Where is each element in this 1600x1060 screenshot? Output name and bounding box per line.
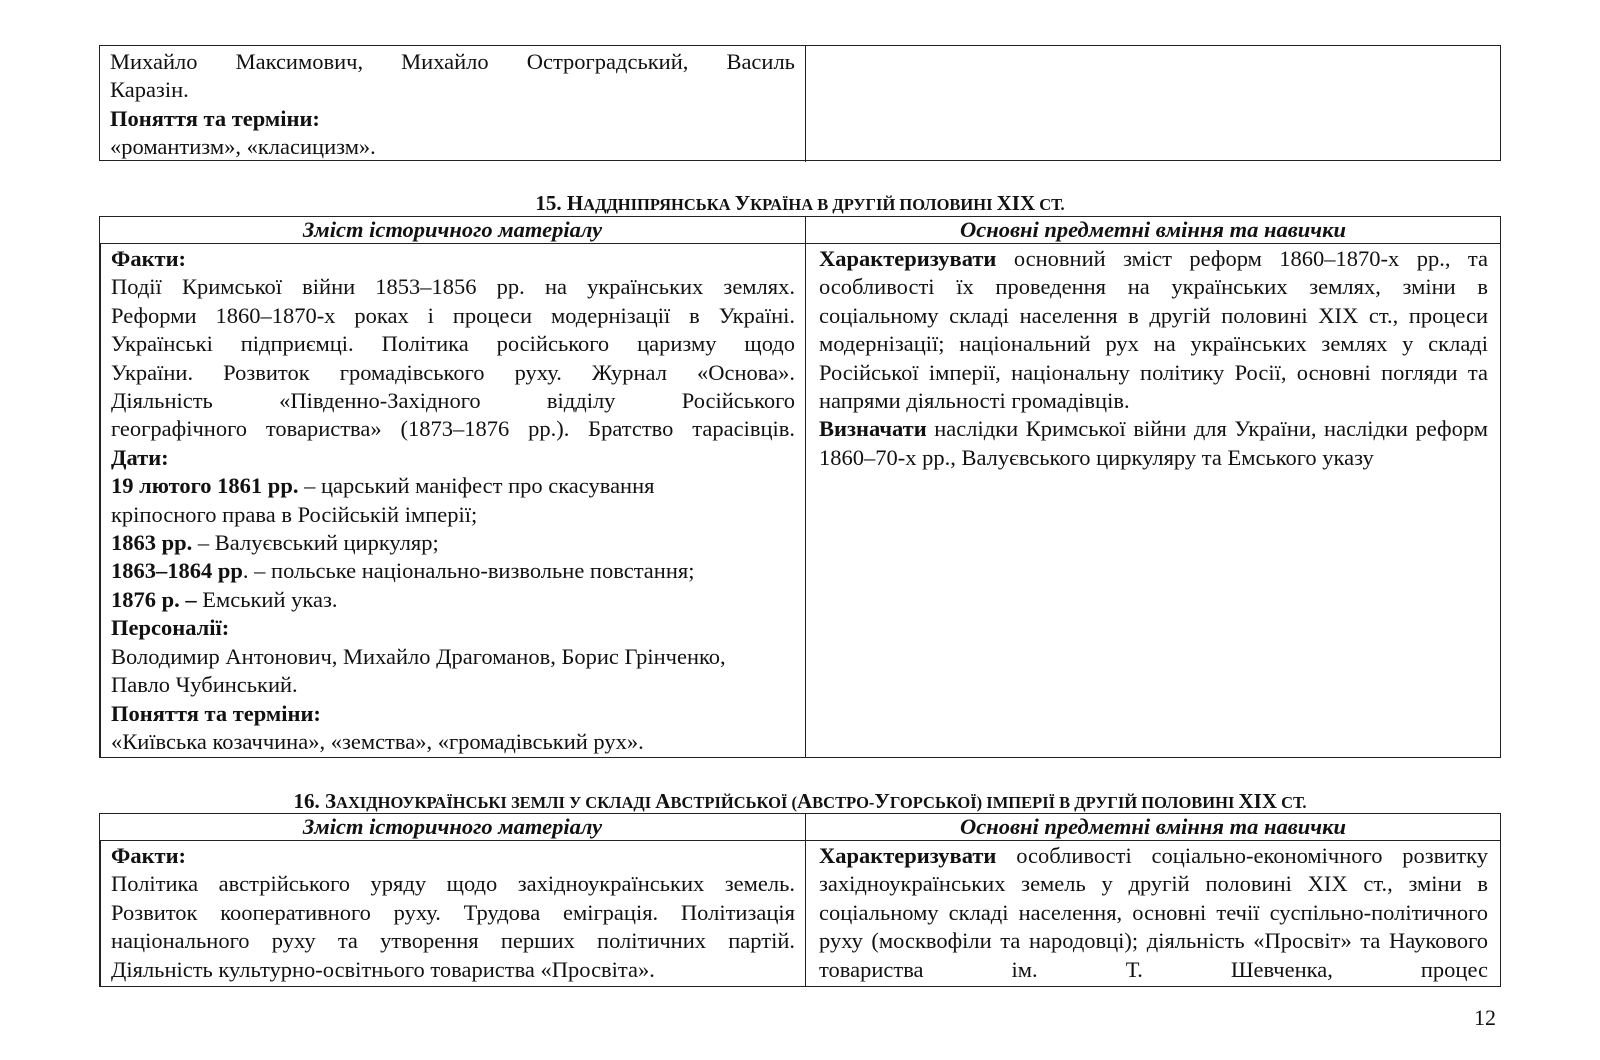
- title-rest: АХІДНОУКРАЇНСЬКІ ЗЕМЛІ У СКЛАДІ: [336, 793, 656, 812]
- person-word: Максимович,: [235, 49, 364, 74]
- skill-verb: Визначати: [819, 416, 927, 442]
- title-cap: Н: [566, 191, 584, 215]
- persons-line: Володимир Антонович, Михайло Драгоманов, Борис Грінченко,: [111, 643, 726, 669]
- date-item: [111, 557, 795, 585]
- section16-skills-cell: [805, 841, 1500, 986]
- person-word: Василь: [726, 49, 795, 74]
- terms-label: Поняття та терміни:: [110, 105, 320, 131]
- col-header-skills: Основні предметні вміння та навички: [805, 814, 1500, 841]
- terms-text: «Київська козаччина», «земства», «громадівський рух».: [111, 728, 644, 754]
- facts-line: Розвиток кооперативного руху. Трудова еміграція. Політизація: [111, 899, 795, 925]
- facts-line: географічного товариства» (1873–1876 рр.). Братство тарасівців.: [111, 416, 795, 442]
- skill-text: наслідки Кримської війни для України, наслідки реформ 1860–70-х рр., Валуєвського циркуляру та Емського указу: [819, 416, 1488, 470]
- title-rest: АДДНІПРЯНСЬКА: [583, 195, 735, 214]
- title-cap: У: [734, 191, 751, 215]
- date-value: 1876 р. –: [111, 586, 197, 612]
- skill-item: [819, 245, 1488, 415]
- facts-line: Реформи 1860–1870-х роках і процеси модернізації в Україні.: [111, 302, 795, 328]
- section16-content-cell: [100, 841, 805, 986]
- facts-line: національного руху та утворення перших політичних партій.: [111, 928, 795, 954]
- section15-content-cell: [100, 244, 805, 757]
- title-cap: XIX: [1238, 789, 1278, 813]
- date-text: – Валуєвський циркуляр;: [192, 530, 439, 556]
- date-item: [111, 472, 795, 500]
- section-number: 15.: [535, 191, 562, 215]
- title-cap: XIX: [996, 191, 1036, 215]
- skill-text: основний зміст реформ 1860–1870-х рр., та особливості їх проведення на українських землях, зміни в соціальному складі населення в другій половині XIX ст., процеси модернізації; національний рух на українських землях у складі Російської імперії, національну політику Росії, основні погляди та напрями діяльності громадівців.: [819, 246, 1488, 414]
- terms-text: «романтизм», «класицизм».: [110, 134, 376, 160]
- title-rest: ГОРСЬКОЇ) ІМПЕРІЇ В ДРУГІЙ ПОЛОВИНІ: [889, 793, 1239, 812]
- facts-line: Українські підприємці. Політика російського царизму щодо: [111, 331, 795, 357]
- date-text: – царський маніфест про скасування: [298, 473, 655, 499]
- date-item: [111, 501, 795, 529]
- date-text: . – польське національно-визвольне повстання;: [242, 558, 695, 584]
- date-value: 1863 рр.: [111, 530, 193, 556]
- title-rest: СТ.: [1035, 195, 1065, 214]
- persons-line-1: [110, 48, 795, 76]
- persons-line: Павло Чубинський.: [111, 672, 298, 698]
- col-header-skills: Основні предметні вміння та навички: [805, 217, 1500, 244]
- terms-label: Поняття та терміни:: [111, 700, 321, 726]
- persons-line-2: Каразін.: [110, 77, 189, 103]
- title-rest: ВСТРІЙСЬКОЇ (: [670, 793, 797, 812]
- persons-label: Персоналії:: [111, 615, 230, 641]
- person-word: Остроградський,: [526, 49, 689, 74]
- facts-line: Політика австрійського уряду щодо західноукраїнських земель.: [111, 871, 795, 897]
- title-cap: У: [874, 789, 890, 813]
- skill-verb: Характеризувати: [819, 843, 997, 868]
- title-rest: КРАЇНА В ДРУГІЙ ПОЛОВИНІ: [750, 195, 997, 214]
- title-rest: СТ.: [1277, 793, 1307, 812]
- title-cap: З: [324, 789, 337, 813]
- col-header-content: Зміст історичного матеріалу: [100, 217, 805, 244]
- facts-line: Діяльність «Південно-Західного відділу Російського: [111, 388, 795, 414]
- col-header-content: Зміст історичного матеріалу: [100, 814, 805, 841]
- section14-right-cell: [805, 46, 1500, 162]
- section14-tail-table: [99, 45, 1501, 161]
- skill-text: особливості соціально-економічного розвитку західноукраїнських земель у другій половині XIX ст., зміни в соціальному складі населення, основні течії суспільно-політичного руху (москвофіли та народовці); діяльність «Просвіт» та Наукового товариства ім. Т. Шевченка, процес: [819, 843, 1488, 982]
- facts-line: Події Кримської війни 1853–1856 рр. на українських землях.: [111, 274, 795, 300]
- date-text: Емський указ.: [196, 586, 338, 612]
- section16-title: [99, 789, 1501, 815]
- title-rest: ВСТРО-: [812, 793, 875, 812]
- skill-item: [819, 842, 1488, 984]
- page-number: 12: [1474, 1005, 1496, 1030]
- dates-label: Дати:: [111, 444, 169, 470]
- facts-line: України. Розвиток громадівського руху. Журнал «Основа».: [111, 359, 795, 385]
- title-cap: А: [655, 789, 671, 813]
- date-item: [111, 529, 795, 557]
- date-item: [111, 586, 795, 614]
- facts-label: Факти:: [111, 843, 187, 868]
- section15-skills-cell: [805, 244, 1500, 757]
- person-word: Михайло: [401, 49, 489, 74]
- date-text: кріпосного права в Російській імперії;: [111, 501, 478, 527]
- facts-label: Факти:: [111, 246, 187, 271]
- skill-item: [819, 415, 1488, 472]
- skill-verb: Характеризувати: [819, 246, 997, 271]
- date-value: 19 лютого 1861 рр.: [111, 473, 299, 499]
- title-cap: А: [796, 789, 813, 813]
- section-number: 16.: [293, 789, 320, 813]
- section15-table: [99, 216, 1501, 758]
- section15-title: [99, 191, 1501, 217]
- person-word: Михайло: [110, 49, 198, 74]
- facts-line: Діяльність культурно-освітнього товариства «Просвіта».: [111, 956, 655, 982]
- section14-left-cell: [100, 46, 805, 162]
- section16-table: [99, 813, 1501, 987]
- date-value: 1863–1864 рр: [111, 558, 243, 584]
